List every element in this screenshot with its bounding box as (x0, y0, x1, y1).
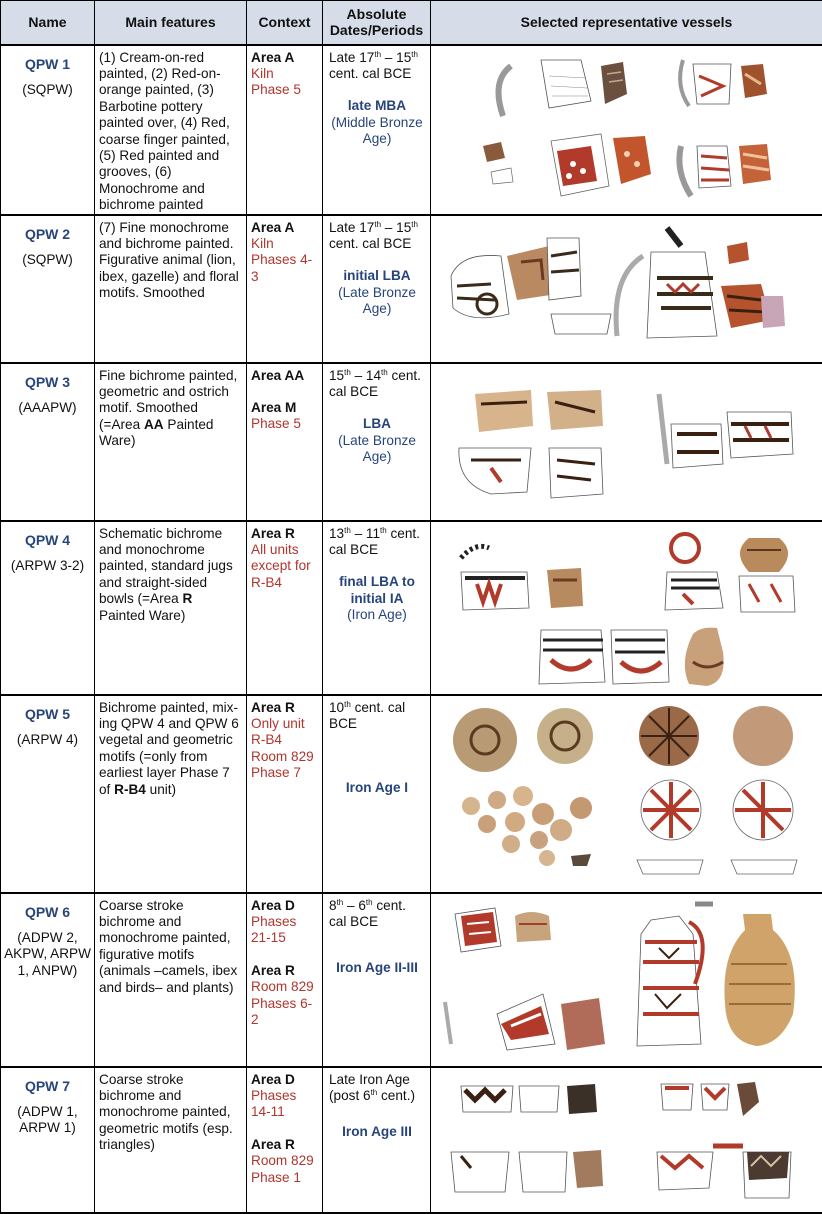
period-name: LBA (363, 416, 391, 431)
ware-alt-code: (AAAPW) (1, 400, 94, 416)
context-area: Area AA (251, 368, 318, 384)
features-cell: Coarse stroke bichrome and monochrome painted, geometric motifs (esp. triangles) (95, 1067, 247, 1213)
ware-code: QPW 1 (1, 56, 94, 72)
context-area: Area R (251, 1137, 318, 1153)
context-phase: Phase 5 (251, 82, 318, 98)
date-sup: th (411, 50, 418, 59)
context-phase: Phases 14-11 (251, 1088, 318, 1121)
vessels-cell (431, 695, 822, 893)
date-text: Late 17 (329, 220, 374, 235)
context-location: All units except for R-B4 (251, 542, 318, 591)
header-features: Main features (95, 1, 247, 45)
ware-alt-code: (ARPW 4) (1, 732, 94, 748)
context-phase: Phases 21-15 (251, 914, 318, 947)
context-location: Room 829 Phases 6-2 (251, 979, 318, 1028)
date-text: – 15 (381, 220, 411, 235)
features-cell: Coarse stroke bichrome and monochrome painted, figurative motifs (animals –camels, ibex and birds– and plants) (95, 893, 247, 1067)
date-sup: th (344, 700, 351, 709)
vessel-images (431, 364, 822, 520)
vessel-photo (685, 627, 724, 685)
context-area: Area R (251, 700, 318, 716)
ware-alt-code: (ADPW 1, ARPW 1) (1, 1104, 94, 1137)
context-phase: Phases 4-3 (251, 252, 318, 285)
vessel-photo (740, 538, 788, 572)
context-cell (247, 363, 323, 521)
vessels-cell (431, 893, 822, 1067)
vessel-photo (483, 142, 513, 184)
vessel-photo (573, 1150, 603, 1188)
date-text: cent. cal BCE (329, 526, 420, 557)
features-text: Bichrome painted, mix- ing QPW 4 and QPW 6 vegetal and geometric motifs (=only from earliest layer Phase 7 of (99, 700, 239, 797)
vessel-photo (739, 144, 771, 184)
name-cell (1, 695, 95, 893)
vessel-drawing (499, 60, 592, 116)
context-cell (247, 215, 323, 363)
vessel-drawing (451, 255, 509, 317)
vessel-photo (747, 1152, 789, 1180)
context-cell (247, 893, 323, 1067)
vessel-drawing (680, 60, 767, 106)
features-text: unit) (146, 782, 176, 797)
ware-alt-code: (SQPW) (1, 82, 94, 98)
date-sup: th (366, 898, 373, 907)
vessel-drawing (547, 238, 611, 334)
vessel-drawing (661, 1084, 729, 1110)
date-text: – 11 (351, 526, 380, 541)
context-cell (247, 1067, 323, 1213)
features-text: Painted Ware) (99, 417, 214, 448)
period-full: (Iron Age) (347, 607, 407, 622)
date-text: cent. cal BCE (329, 236, 411, 251)
vessel-images (431, 1068, 822, 1212)
vessel-photo (547, 568, 583, 608)
ware-code: QPW 2 (1, 226, 94, 242)
vessel-drawing (637, 780, 797, 874)
dates-cell (323, 1067, 431, 1213)
table-row (1, 1067, 822, 1213)
date-text: cent. cal BCE (329, 898, 406, 929)
features-cell (95, 521, 247, 695)
features-cell: (7) Fine monochrome and bichrome painted. Figurative animal (lion, ibex, gazelle) and floral motifs. Smoothed (95, 215, 247, 363)
context-area: Area M (251, 400, 318, 416)
context-area: Area A (251, 50, 318, 66)
table-row (1, 695, 822, 893)
vessel-images (431, 46, 822, 214)
context-phase: Phase 5 (251, 416, 318, 432)
dates-cell (323, 521, 431, 695)
vessel-photo (462, 786, 592, 866)
date-sup: th (374, 50, 381, 59)
ware-alt-code: (SQPW) (1, 252, 94, 268)
date-text: cent. cal BCE (329, 368, 421, 399)
features-text: Schematic bichrome and monochrome painted, standard jugs and straight-sided bowls (=Area (99, 526, 233, 607)
name-cell (1, 45, 95, 215)
period-name: final LBA to initial IA (339, 574, 415, 605)
ware-code: QPW 5 (1, 706, 94, 722)
header-dates-line1: Absolute (347, 6, 407, 22)
vessel-photo (613, 136, 651, 184)
name-cell (1, 215, 95, 363)
vessel-images (431, 216, 822, 362)
period-name: Iron Age II-III (336, 960, 418, 975)
context-location: Kiln (251, 236, 318, 252)
date-text: Late 17 (329, 50, 374, 65)
context-cell (247, 521, 323, 695)
period (329, 780, 425, 796)
date-sup: th (374, 220, 381, 229)
table-row (1, 363, 822, 521)
date-text: cent.) (377, 1088, 415, 1103)
header-context: Context (247, 1, 323, 45)
vessel-photo (567, 1084, 597, 1114)
vessel-drawing (445, 994, 555, 1050)
date-text: 15 (329, 368, 344, 383)
period-name: late MBA (348, 98, 406, 113)
vessel-drawing (679, 146, 731, 196)
date-sup: th (344, 526, 351, 535)
context-location: Room 829 Phase 1 (251, 1153, 318, 1186)
header-dates (323, 1, 431, 45)
date-text: cent. cal BCE (329, 66, 411, 81)
ware-code: QPW 7 (1, 1078, 94, 1094)
context-cell (247, 45, 323, 215)
vessel-photo (561, 998, 605, 1050)
period-name: Iron Age III (342, 1124, 412, 1139)
header-dates-line2: Dates/Periods (330, 22, 423, 38)
date-sup: th (381, 368, 388, 377)
vessel-photo (453, 706, 793, 772)
vessel-drawing (665, 534, 723, 610)
name-cell (1, 1067, 95, 1213)
ware-alt-code: (ARPW 3-2) (1, 558, 94, 574)
ware-code: QPW 4 (1, 532, 94, 548)
features-text: Painted Ware) (99, 608, 185, 623)
vessel-images (431, 894, 822, 1066)
dates-cell (323, 893, 431, 1067)
date-text: cent. cal BCE (329, 700, 405, 731)
period-name: Iron Age I (346, 780, 408, 795)
period (329, 574, 425, 623)
context-location: Kiln (251, 66, 318, 82)
vessel-drawing (459, 448, 603, 498)
date-sup: th (337, 898, 344, 907)
header-vessels: Selected representative vessels (431, 1, 822, 45)
table-row (1, 215, 822, 363)
ware-code: QPW 6 (1, 904, 94, 920)
vessel-photo (721, 242, 785, 328)
vessel-images (431, 522, 822, 694)
dates-cell (323, 45, 431, 215)
vessels-cell (431, 1067, 822, 1213)
vessel-photo (724, 914, 794, 1046)
vessel-drawing (551, 134, 609, 196)
vessel-images (431, 696, 822, 892)
header-row (1, 1, 822, 45)
period (329, 268, 425, 317)
period (329, 416, 425, 465)
context-area: Area A (251, 220, 318, 236)
features-area-code: R-B4 (114, 782, 146, 797)
date-text: – 6 (343, 898, 366, 913)
features-cell (95, 695, 247, 893)
date-text: – 15 (381, 50, 411, 65)
context-area: Area R (251, 526, 318, 542)
name-cell (1, 521, 95, 695)
name-cell (1, 363, 95, 521)
vessels-cell (431, 45, 822, 215)
dates-cell (323, 215, 431, 363)
ware-code: QPW 3 (1, 374, 94, 390)
vessels-cell (431, 363, 822, 521)
vessels-cell (431, 521, 822, 695)
features-text: Fine bichrome painted, geometric and ostrich motif. Smoothed (=Area (99, 368, 237, 432)
context-area: Area D (251, 898, 318, 914)
date-text: 10 (329, 700, 344, 715)
features-area-code: AA (144, 417, 164, 432)
table-row (1, 893, 822, 1067)
dates-cell (323, 695, 431, 893)
vessel-photo (601, 62, 627, 104)
date-text: 8 (329, 898, 337, 913)
context-area: Area D (251, 1072, 318, 1088)
vessel-drawing (616, 228, 717, 338)
vessel-photo (515, 912, 551, 942)
period (329, 1124, 425, 1140)
vessel-drawing (637, 904, 713, 1046)
header-name: Name (1, 1, 95, 45)
context-area: Area R (251, 963, 318, 979)
date-sup: th (411, 220, 418, 229)
date-sup: th (380, 526, 387, 535)
vessel-drawing (451, 1152, 567, 1192)
date-text: 13 (329, 526, 344, 541)
table-row (1, 521, 822, 695)
date-text: Late Iron Age (post 6 (329, 1072, 410, 1103)
vessel-photo (737, 1082, 759, 1116)
period (329, 98, 425, 147)
ware-alt-code: (ADPW 2, AKPW, ARPW 1, ANPW) (1, 930, 94, 979)
vessel-drawing (461, 1086, 559, 1112)
features-cell (95, 363, 247, 521)
name-cell (1, 893, 95, 1067)
context-cell (247, 695, 323, 893)
period (329, 960, 425, 976)
features-area-code: R (183, 591, 193, 606)
period-full: (Late Bronze Age) (338, 433, 416, 464)
vessel-drawing (455, 908, 501, 952)
period-full: (Middle Bronze Age) (331, 115, 422, 146)
features-cell: (1) Cream-on-red painted, (2) Red-on-orange painted, (3) Barbotine pottery painted over, (4) Red, coarse finger painted, (5) Red painted and grooves, (6) Monochrome and bichrome painted (95, 45, 247, 215)
period-name: initial LBA (343, 268, 410, 283)
vessel-drawing (461, 546, 529, 610)
period-full: (Late Bronze Age) (338, 285, 416, 316)
dates-cell (323, 363, 431, 521)
vessels-cell (431, 215, 822, 363)
vessel-drawing (659, 394, 793, 468)
date-sup: th (344, 368, 351, 377)
date-text: – 14 (351, 368, 381, 383)
vessel-photo (475, 390, 603, 432)
date-sup: th (371, 1088, 378, 1097)
table-row (1, 45, 822, 215)
context-location: Only unit R-B4 Room 829 Phase 7 (251, 716, 318, 782)
